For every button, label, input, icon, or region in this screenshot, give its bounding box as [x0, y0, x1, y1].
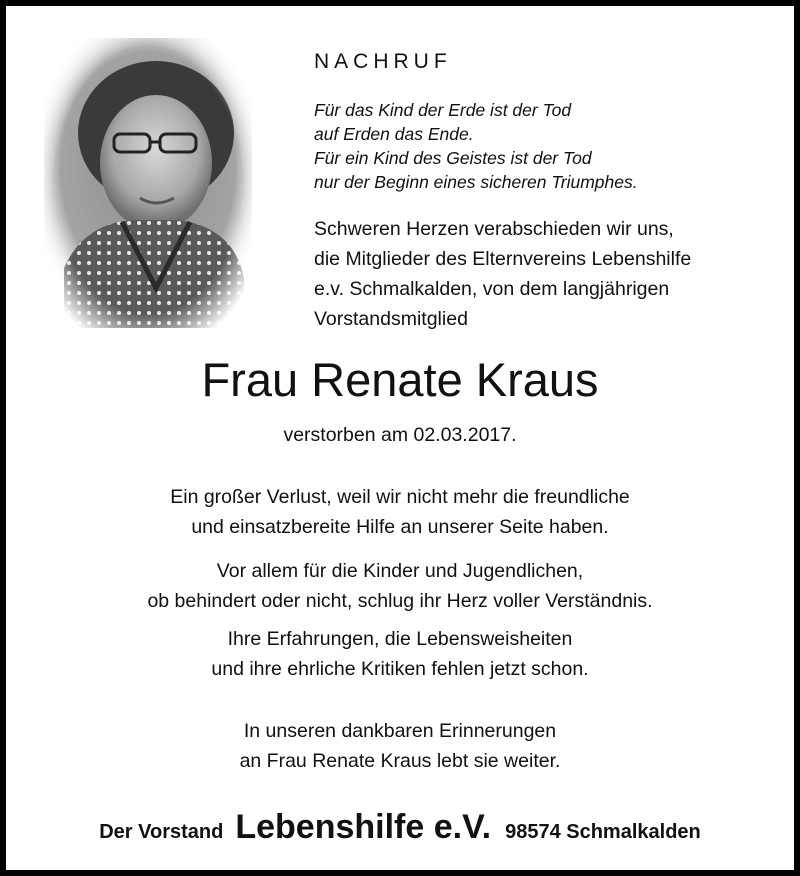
deceased-name: Frau Renate Kraus: [201, 353, 599, 406]
footer-location: 98574 Schmalkalden: [505, 821, 701, 843]
death-date: verstorben am 02.03.2017.: [283, 424, 517, 446]
footer-organization: Lebenshilfe e.V.: [235, 808, 492, 846]
paragraph-experience: [6, 624, 794, 684]
paragraph-line: und ihre ehrliche Kritiken fehlen jetzt schon.: [211, 658, 589, 680]
heading-nachruf: NACHRUF: [314, 50, 452, 73]
portrait-photo: [44, 38, 252, 328]
paragraph-memory: [6, 716, 794, 776]
footer-board: Der Vorstand: [99, 821, 224, 843]
intro-text: [314, 214, 691, 334]
paragraph-line: In unseren dankbaren Erinnerungen: [243, 720, 557, 742]
paragraph-line: Ein großer Verlust, weil wir nicht mehr die freundliche: [170, 486, 630, 508]
intro-line: Schweren Herzen verabschieden wir uns,: [314, 218, 674, 240]
paragraph-line: an Frau Renate Kraus lebt sie weiter.: [239, 750, 561, 772]
intro-line: e.v. Schmalkalden, von dem langjährigen: [314, 278, 670, 300]
paragraph-children: [6, 556, 794, 616]
poem-line: Für ein Kind des Geistes ist der Tod: [314, 148, 592, 168]
intro-line: die Mitglieder des Elternvereins Lebenshilfe: [314, 248, 692, 270]
paragraph-loss: [6, 482, 794, 542]
poem-line: nur der Beginn eines sicheren Triumphes.: [314, 172, 638, 192]
paragraph-line: ob behindert oder nicht, schlug ihr Herz voller Verständnis.: [147, 590, 653, 612]
poem: [314, 98, 638, 194]
intro-line: Vorstandsmitglied: [314, 308, 468, 330]
paragraph-line: Ihre Erfahrungen, die Lebensweisheiten: [227, 628, 573, 650]
paragraph-line: Vor allem für die Kinder und Jugendlichen,: [216, 560, 584, 582]
poem-line: Für das Kind der Erde ist der Tod: [314, 100, 572, 120]
signature-footer: [6, 808, 794, 847]
poem-line: auf Erden das Ende.: [314, 124, 474, 144]
paragraph-line: und einsatzbereite Hilfe an unserer Seite haben.: [191, 516, 609, 538]
